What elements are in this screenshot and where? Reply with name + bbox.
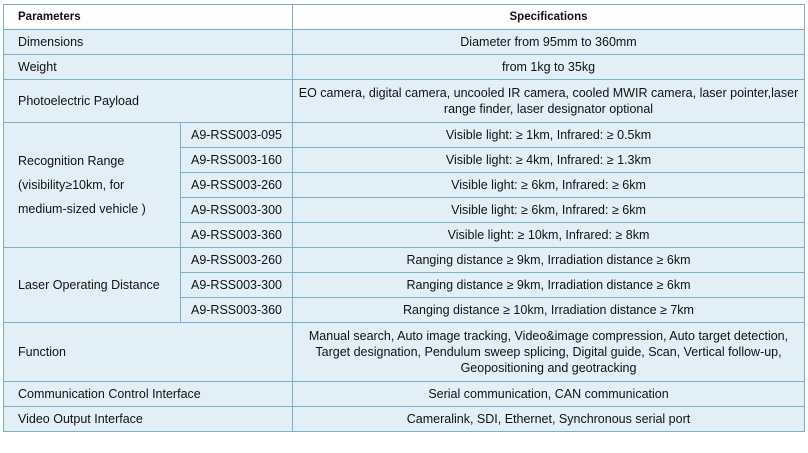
recognition-model-5: A9-RSS003-360 [181,223,293,248]
recognition-model-1: A9-RSS003-095 [181,123,293,148]
row-payload [4,80,805,123]
row-communication [4,382,805,407]
recognition-value-1: Visible light: ≥ 1km, Infrared: ≥ 0.5km [293,123,805,148]
laser-model-1: A9-RSS003-260 [181,248,293,273]
row-weight [4,55,805,80]
row-video [4,407,805,432]
recognition-model-2: A9-RSS003-160 [181,148,293,173]
payload-value: EO camera, digital camera, uncooled IR camera, cooled MWIR camera, laser pointer,laser range finder, laser designator optional [293,80,805,123]
video-value: Cameralink, SDI, Ethernet, Synchronous serial port [293,407,805,432]
function-label: Function [4,323,293,382]
laser-value-2: Ranging distance ≥ 9km, Irradiation distance ≥ 6km [293,273,805,298]
recognition-model-3: A9-RSS003-260 [181,173,293,198]
laser-label: Laser Operating Distance [4,248,181,323]
spec-table-container [3,4,804,432]
weight-label: Weight [4,55,293,80]
dimensions-label: Dimensions [4,30,293,55]
row-laser-1 [4,248,805,273]
row-dimensions [4,30,805,55]
payload-label: Photoelectric Payload [4,80,293,123]
laser-model-3: A9-RSS003-360 [181,298,293,323]
laser-model-2: A9-RSS003-300 [181,273,293,298]
recognition-value-2: Visible light: ≥ 4km, Infrared: ≥ 1.3km [293,148,805,173]
function-value: Manual search, Auto image tracking, Video&image compression, Auto target detection, Target designation, Pendulum sweep splicing, Digital guide, Scan, Vertical follow-up, Geopositioning and geotracking [293,323,805,382]
recognition-value-5: Visible light: ≥ 10km, Infrared: ≥ 8km [293,223,805,248]
recognition-value-3: Visible light: ≥ 6km, Infrared: ≥ 6km [293,173,805,198]
communication-value: Serial communication, CAN communication [293,382,805,407]
recognition-label: Recognition Range (visibility≥10km, for medium-sized vehicle ) [4,123,181,248]
row-function [4,323,805,382]
dimensions-value: Diameter from 95mm to 360mm [293,30,805,55]
header-specifications: Specifications [293,5,805,30]
row-recognition-1 [4,123,805,148]
recognition-value-4: Visible light: ≥ 6km, Infrared: ≥ 6km [293,198,805,223]
laser-value-1: Ranging distance ≥ 9km, Irradiation distance ≥ 6km [293,248,805,273]
recognition-model-4: A9-RSS003-300 [181,198,293,223]
communication-label: Communication Control Interface [4,382,293,407]
weight-value: from 1kg to 35kg [293,55,805,80]
specifications-table [3,4,805,432]
video-label: Video Output Interface [4,407,293,432]
header-parameters: Parameters [4,5,293,30]
header-row [4,5,805,30]
laser-value-3: Ranging distance ≥ 10km, Irradiation distance ≥ 7km [293,298,805,323]
